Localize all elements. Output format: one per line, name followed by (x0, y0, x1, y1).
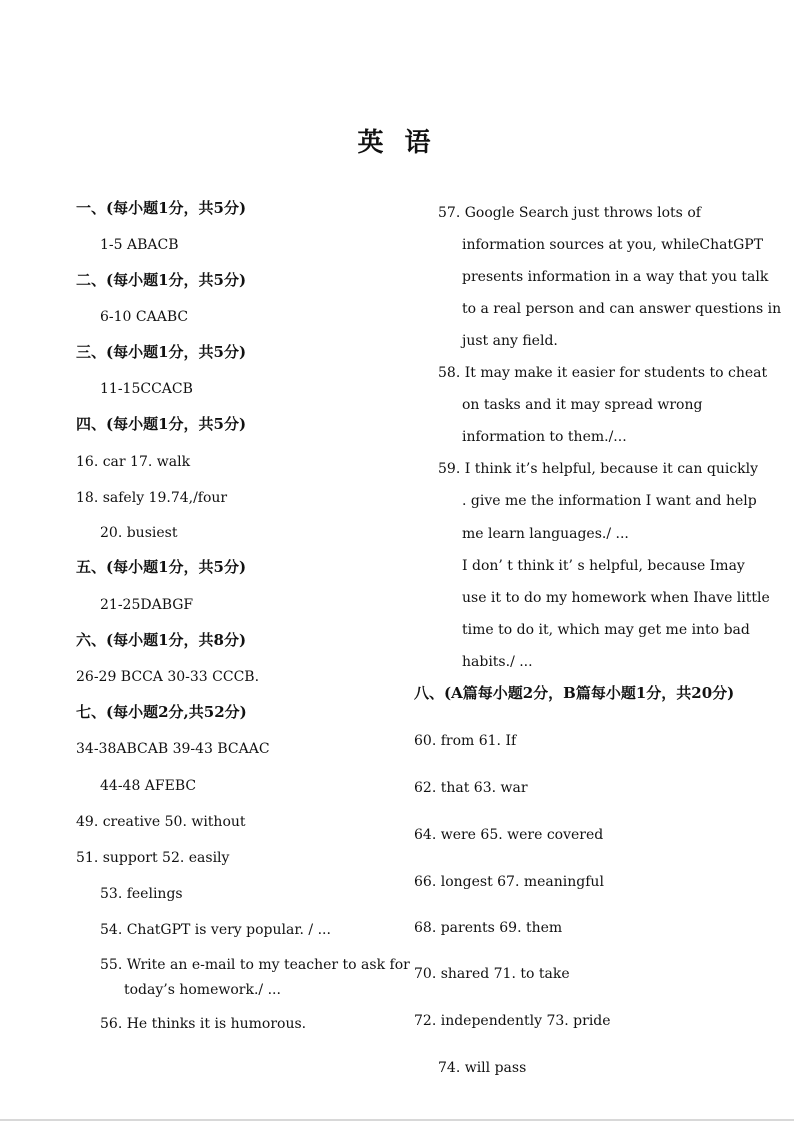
answer-line: 6-10 CAABC (100, 309, 189, 325)
answer-line: to a real person and can answer questions in (462, 301, 782, 317)
answer-line: 58. It may make it easier for students to cheat (438, 365, 768, 381)
page-title: 英 语 (357, 128, 437, 158)
answer-line: use it to do my homework when Ihave little (462, 590, 770, 606)
answer-line: 44-48 AFEBC (100, 778, 197, 794)
section-heading-8: 八、(A篇每小题2分，B篇每小题1分，共20分) (414, 684, 735, 702)
answer-line: 11-15CCACB (100, 381, 193, 397)
answer-line: presents information in a way that you talk (462, 269, 769, 285)
answer-line: just any field. (462, 333, 558, 349)
answer-line: 70. shared 71. to take (414, 966, 570, 982)
section-heading-7: 七、(每小题2分,共52分) (76, 703, 247, 721)
answer-line: 55. Write an e-mail to my teacher to ask for (100, 957, 410, 973)
answer-line: 1-5 ABACB (100, 237, 179, 253)
answer-line: 20. busiest (100, 525, 178, 541)
section-heading-1: 一、(每小题1分，共5分) (76, 199, 247, 217)
answer-line: 21-25DABGF (100, 597, 194, 613)
answer-line: 66. longest 67. meaningful (414, 874, 604, 890)
section-heading-5: 五、(每小题1分，共5分) (76, 558, 247, 576)
answer-line: me learn languages./ ... (462, 526, 629, 542)
answer-line: information to them./... (462, 429, 627, 445)
section-heading-6: 六、(每小题1分，共8分) (76, 631, 247, 649)
answer-line: 74. will pass (438, 1060, 527, 1076)
answer-line: time to do it, which may get me into bad (462, 622, 750, 638)
answer-line: 54. ChatGPT is very popular. / ... (100, 922, 331, 938)
answer-line: on tasks and it may spread wrong (462, 397, 703, 413)
section-heading-2: 二、(每小题1分，共5分) (76, 271, 247, 289)
answer-line: today’s homework./ ... (124, 982, 281, 998)
answer-line: 53. feelings (100, 886, 183, 902)
answer-line: 59. I think it’s helpful, because it can quickly (438, 461, 759, 477)
answer-line: 26-29 BCCA 30-33 CCCB. (76, 669, 260, 685)
answer-line: I don’ t think it’ s helpful, because Imay (462, 558, 745, 574)
answer-line: 64. were 65. were covered (414, 827, 604, 843)
answer-line: 16. car 17. walk (76, 454, 191, 470)
answer-line: 51. support 52. easily (76, 850, 230, 866)
answer-line: 72. independently 73. pride (414, 1013, 611, 1029)
answer-line: 60. from 61. If (414, 733, 517, 749)
answer-line: habits./ ... (462, 654, 533, 670)
answer-line: . give me the information I want and help (462, 493, 757, 509)
answer-line: 34-38ABCAB 39-43 BCAAC (76, 741, 270, 757)
answer-line: 57. Google Search just throws lots of (438, 205, 701, 221)
answer-line: 62. that 63. war (414, 780, 528, 796)
section-heading-4: 四、(每小题1分，共5分) (76, 415, 247, 433)
answer-line: 68. parents 69. them (414, 920, 563, 936)
section-heading-3: 三、(每小题1分，共5分) (76, 343, 247, 361)
answer-line: 18. safely 19.74,/four (76, 490, 228, 506)
page-bottom-edge (0, 1119, 794, 1121)
answer-line: 56. He thinks it is humorous. (100, 1016, 307, 1032)
answer-line: 49. creative 50. without (76, 814, 246, 830)
answer-line: information sources at you, whileChatGPT (462, 237, 764, 253)
